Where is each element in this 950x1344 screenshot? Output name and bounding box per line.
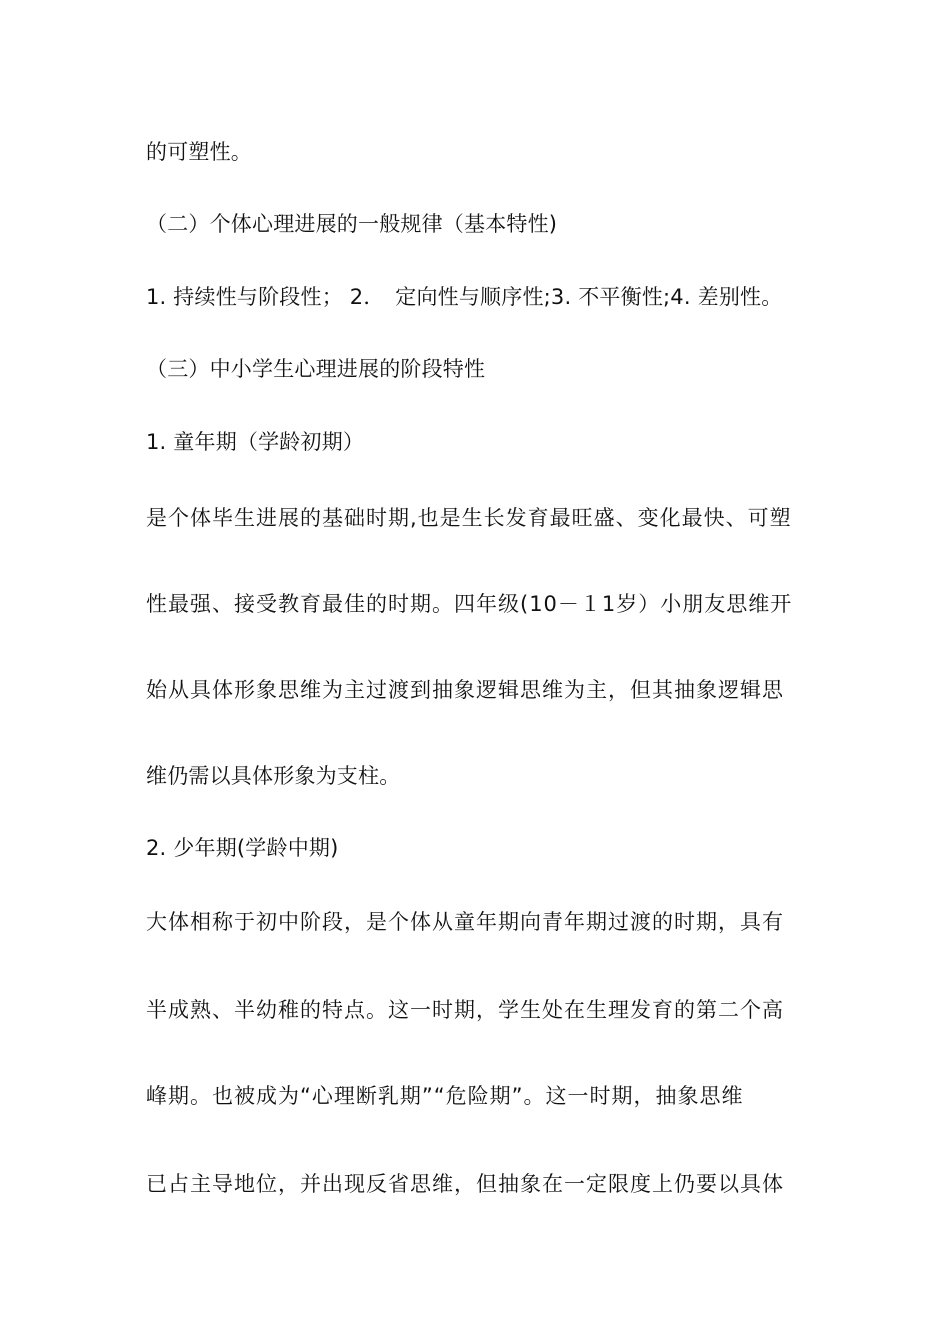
section-heading: （二）个体心理进展的一般规律（基本特性) [146,212,558,236]
text-line: 的可塑性。 [146,140,252,164]
paragraph-line: 峰期。也被成为“心理断乳期”“危险期”。这一时期，抽象思维 [146,1084,744,1108]
paragraph-line: 已占主导地位，并出现反省思维，但抽象在一定限度上仍要以具体 [146,1172,784,1196]
section-heading: （三）中小学生心理进展的阶段特性 [146,357,486,381]
paragraph-line: 始从具体形象思维为主过渡到抽象逻辑思维为主，但其抽象逻辑思 [146,678,784,702]
paragraph-line: 性最强、接受教育最佳的时期。四年级(10－１1岁）小朋友思维开 [146,592,793,616]
paragraph-line: 半成熟、半幼稚的特点。这一时期，学生处在生理发育的第二个高 [146,998,784,1022]
subsection-heading: 1. 童年期（学龄初期） [146,430,365,454]
paragraph-line: 维仍需以具体形象为支柱。 [146,764,401,788]
text-line: 1. 持续性与阶段性； 2． 定向性与顺序性;3. 不平衡性;4. 差别性。 [146,285,783,309]
paragraph-line: 是个体毕生进展的基础时期,也是生长发育最旺盛、变化最快、可塑 [146,506,792,530]
subsection-heading: 2. 少年期(学龄中期) [146,836,339,860]
paragraph-line: 大体相称于初中阶段，是个体从童年期向青年期过渡的时期，具有 [146,910,784,934]
